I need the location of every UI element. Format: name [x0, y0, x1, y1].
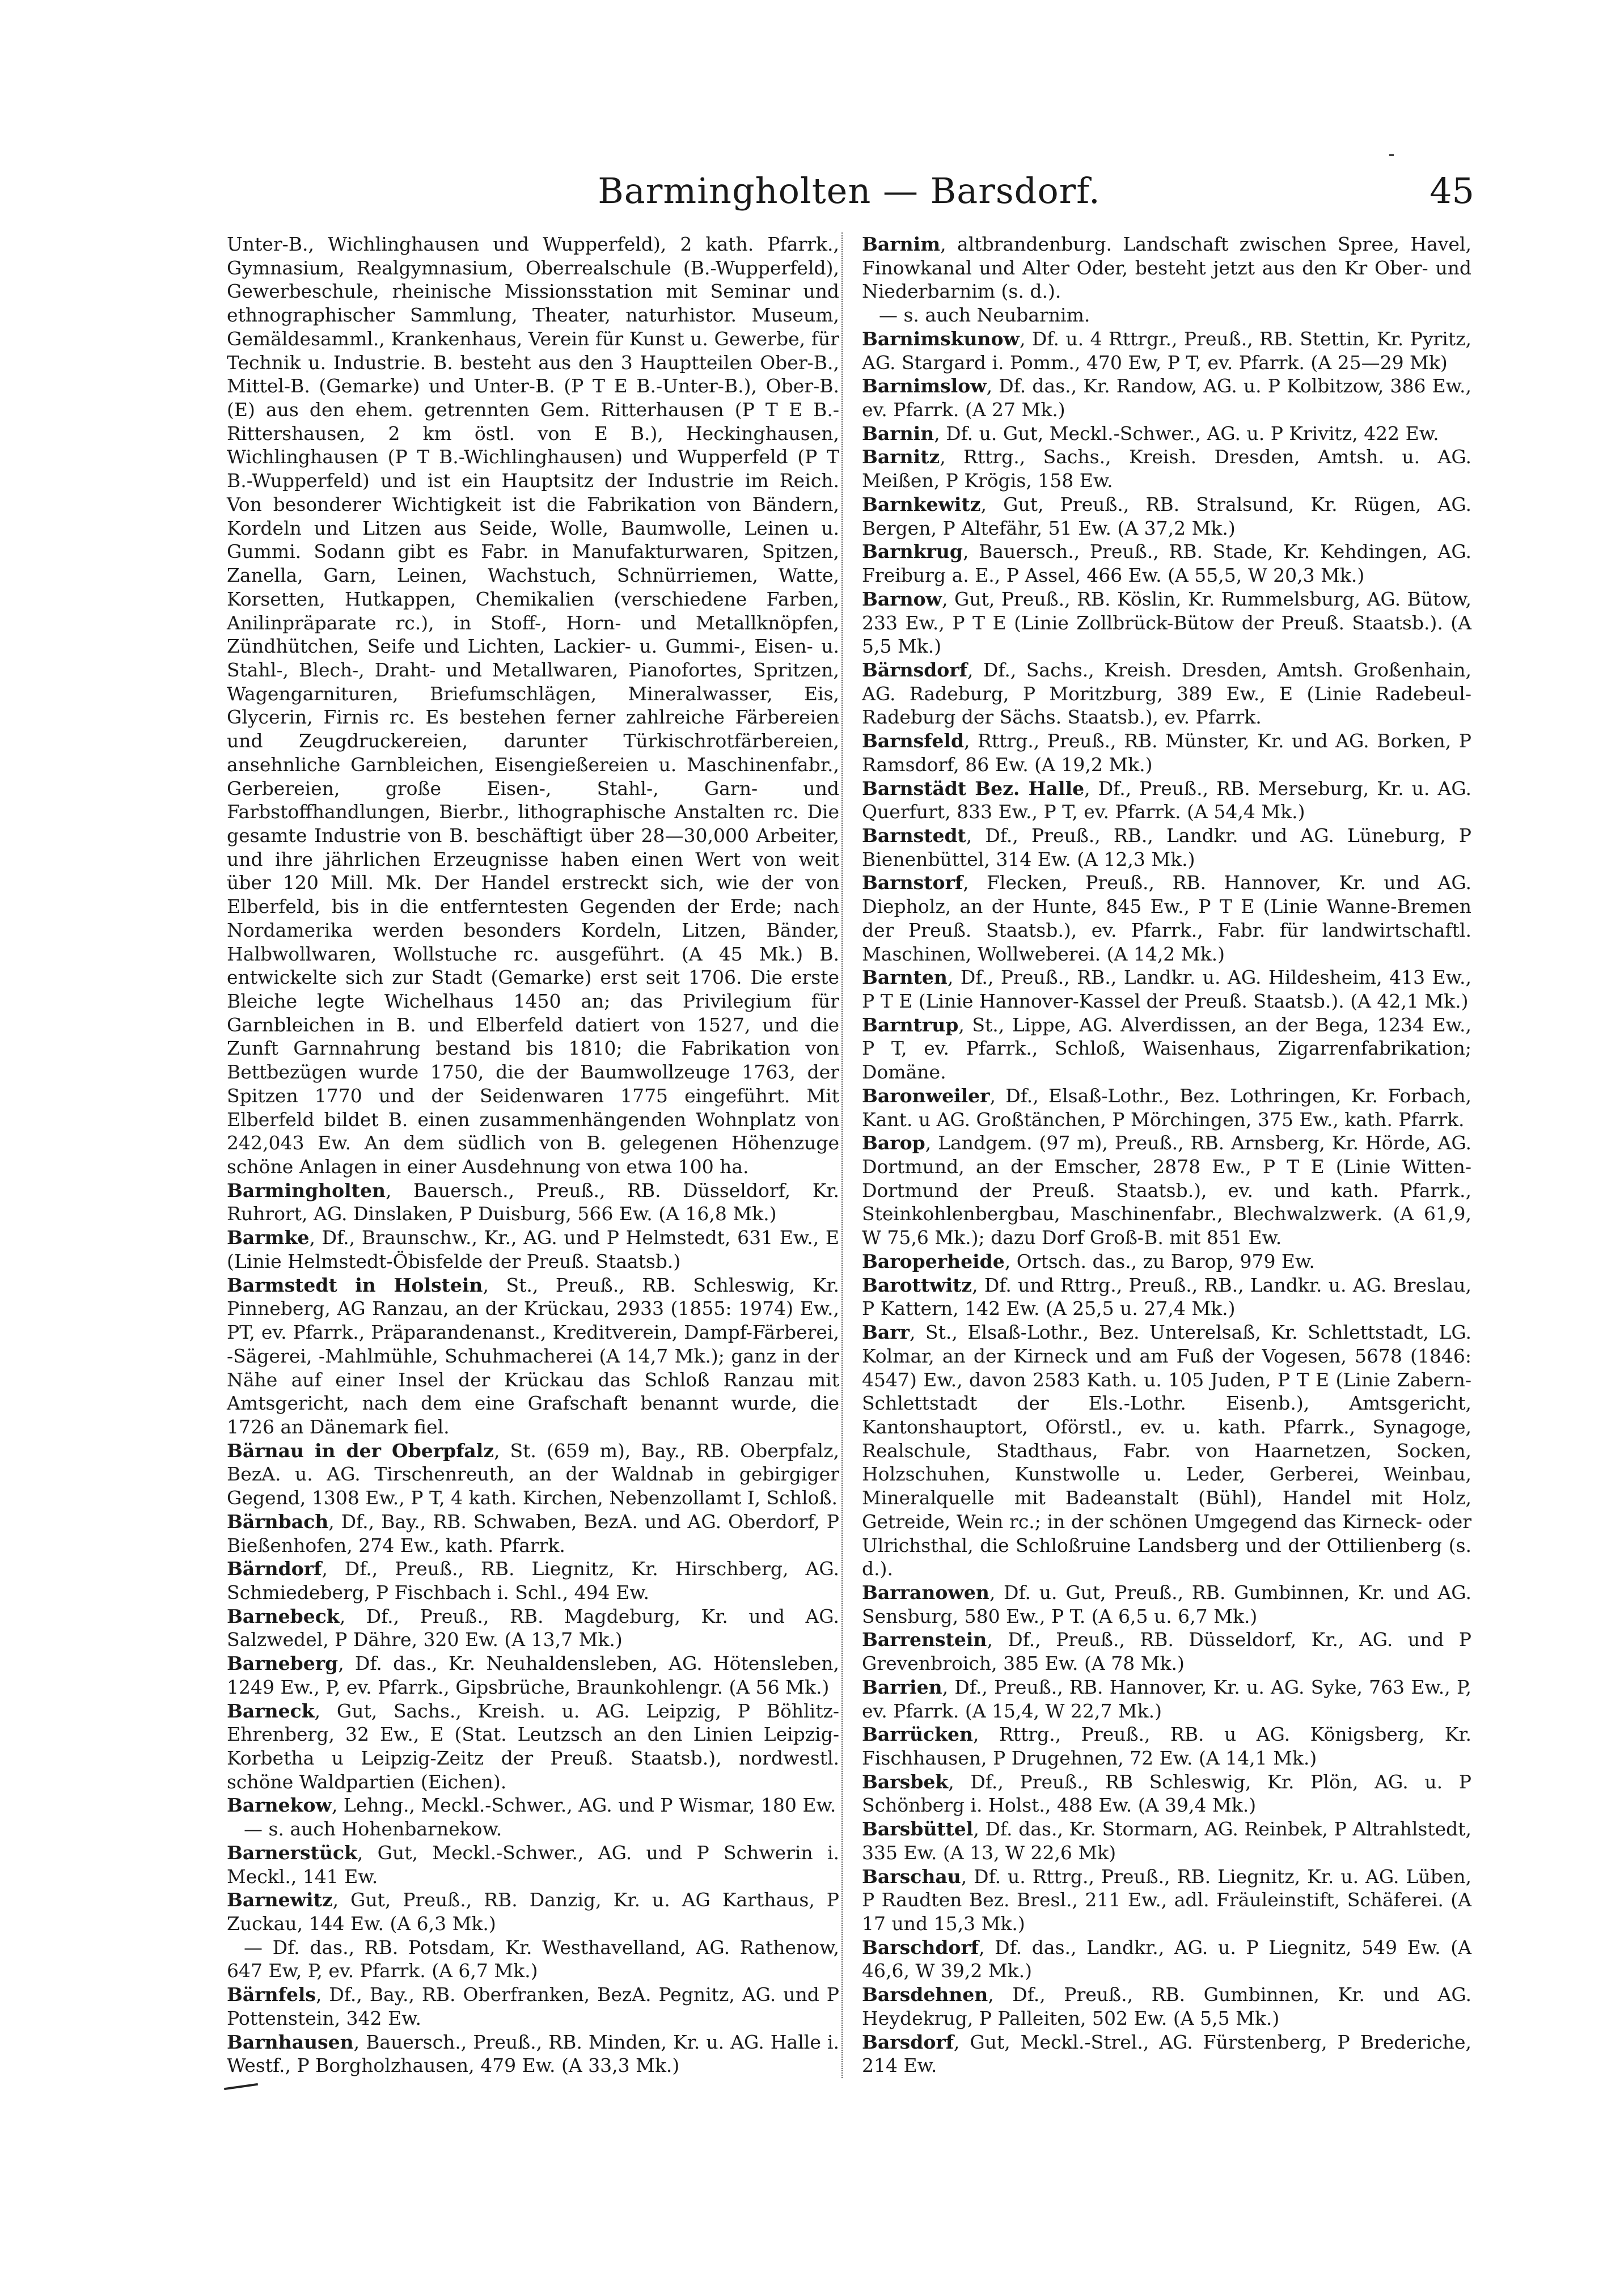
entry-text: , altbrandenburg. Landschaft zwischen Spree, Havel, Finowkanal und Alter Oder, besteht jetzt aus den Kr Ober- und Niederbarnim (s. d.). [862, 233, 1471, 303]
entry-text: , Ortsch. das., zu Barop, 979 Ew. [1004, 1250, 1315, 1272]
entry-headword: Barnstorf [862, 871, 963, 894]
entry-text: , Df. u. Gut, Meckl.-Schwer., AG. u. P Krivitz, 422 Ew. [934, 422, 1439, 445]
running-title: Barmingholten — Barsdorf. [598, 170, 1101, 211]
gazetteer-entry [862, 966, 1471, 1013]
entry-headword: Barnten [862, 966, 948, 989]
gazetteer-entry [227, 1557, 839, 1604]
gazetteer-entry [862, 374, 1471, 421]
entry-text: , Df., Preuß., RB. Gumbinnen, Kr. und AG. Heydekrug, P Palleiten, 502 Ew. (A 5,5 Mk.) [862, 1983, 1471, 2029]
entry-headword: Barneck [227, 1699, 315, 1722]
gazetteer-entry [862, 1865, 1471, 1936]
gazetteer-entry [862, 422, 1471, 446]
entry-headword: Bärnfels [227, 1983, 316, 2006]
entry-text: , Df., Preuß., RB., Landkr. u. AG. Hildesheim, 413 Ew., P T E (Linie Hannover-Kassel der Preuß. Staatsb.). (A 42,1 Mk.) [862, 966, 1471, 1012]
entry-headword: Barsdorf [862, 2030, 954, 2053]
entry-headword: Barnebeck [227, 1605, 340, 1627]
page-header [224, 170, 1474, 232]
gazetteer-entry [227, 2030, 839, 2078]
entry-headword: Bärnsdorf [862, 658, 967, 681]
gazetteer-entry [227, 1841, 839, 1888]
gazetteer-entry [227, 1699, 839, 1794]
entry-text: , Df., Bay., RB. Oberfranken, BezA. Pegnitz, AG. und P Pottenstein, 342 Ew. [227, 1983, 839, 2029]
entry-headword: Barrien [862, 1676, 942, 1698]
entry-text: , Df. das., Kr. Stormarn, AG. Reinbek, P Altrahlstedt, 335 Ew. (A 13, W 22,6 Mk) [862, 1818, 1471, 1864]
entry-text: , Bauersch., Preuß., RB. Stade, Kr. Kehdingen, AG. Freiburg a. E., P Assel, 466 Ew. (A 55,5, W 20,3 Mk.) [862, 540, 1471, 587]
entry-text: Unter-B., Wichlinghausen und Wupperfeld), 2 kath. Pfarrk., Gymnasium, Realgymnasium, Oberrealschule (B.-Wupperfeld), Gewerbeschule, rheinische Missionsstation mit Seminar und ethnographischer Sammlung, Theater, naturhistor. Museum, Gemäldesamml., Krankenhaus, Verein für Kunst u. Gewerbe, für Technik u. Industrie. B. besteht aus den 3 Hauptteilen Ober-B., Mittel-B. (Gemarke) und Unter-B. (P T E B.-Unter-B.), Ober-B. (E) aus den ehem. getrennten Gem. Ritterhausen (P T E B.-Rittershausen, 2 km östl. von E B.), Heckinghausen, Wichlinghausen (P T B.-Wichlinghausen) und Wupperfeld (P T B.-Wupperfeld) und ist ein Hauptsitz der Industrie im Reich. Von besonderer Wichtigkeit ist die Fabrikation von Bändern, Kordeln und Litzen aus Seide, Wolle, Baumwolle, Leinen u. Gummi. Sodann gibt es Fabr. in Manufakturwaren, Spitzen, Zanella, Garn, Leinen, Wachstuch, Schnürriemen, Watte, Korsetten, Hutkappen, Chemikalien (verschiedene Farben, Anilinpräparate rc.), in Stoff-, Horn- und Metallknöpfen, Zündhütchen, Seife und Lichten, Lackier- u. Gummi-, Eisen- u. Stahl-, Blech-, Draht- und Metallwaren, Pianofortes, Spritzen, Wagengarnituren, Briefumschlägen, Mineralwasser, Eis, Glycerin, Firnis rc. Es bestehen ferner zahlreiche Färbereien und Zeugdruckereien, darunter Türkischrotfärbereien, ansehnliche Garnbleichen, Eisengießereien u. Maschinenfabr., Gerbereien, große Eisen-, Stahl-, Garn- und Farbstoffhandlungen, Bierbr., lithographische Anstalten rc. Die gesamte Industrie von B. beschäftigt über 28—30,000 Arbeiter, und ihre jährlichen Erzeugnisse haben einen Wert von weit über 120 Mill. Mk. Der Handel erstreckt sich, wie der von Elberfeld, bis in die entferntesten Gegenden der Erde; nach Nordamerika werden besonders Kordeln, Litzen, Bänder, Halbwollwaren, Wollstuche rc. ausgeführt. (A 45 Mk.) B. entwickelte sich zur Stadt (Gemarke) erst seit 1706. Die erste Bleiche legte Wichelhaus 1450 an; das Privilegium für Garnbleichen in B. und Elberfeld datiert von 1527, und die Zunft Garnnahrung bestand bis 1810; die Fabrikation von Bettbezügen wurde 1750, die der Baumwollzeuge 1763, der Spitzen 1770 und der Seidenwaren 1775 eingeführt. Mit Elberfeld bildet B. einen zusammenhängenden Wohnplatz von 242,043 Ew. An dem südlich von B. gelegenen Höhenzuge schöne Anlagen in einer Ausdehnung von etwa 100 ha. [227, 233, 839, 1178]
entry-text: , Df., Preuß., RB., Landkr. und AG. Lüneburg, P Bienenbüttel, 314 Ew. (A 12,3 Mk.) [862, 824, 1471, 870]
entry-headword: Baronweiler [862, 1084, 990, 1107]
entry-text: , Rttrg., Preuß., RB. u AG. Königsberg, Kr. Fischhausen, P Drugehnen, 72 Ew. (A 14,1 Mk.) [862, 1723, 1471, 1769]
gazetteer-entry [227, 1793, 839, 1817]
entry-headword: Barop [862, 1132, 925, 1154]
gazetteer-entry [862, 1628, 1471, 1675]
entry-text: , Gut, Preuß., RB. Köslin, Kr. Rummelsburg, AG. Bütow, 233 Ew., P T E (Linie Zollbrück-Bütow der Preuß. Staatsb.). (A 5,5 Mk.) [862, 587, 1471, 658]
entry-text: , Lehng., Meckl.-Schwer., AG. und P Wismar, 180 Ew. [331, 1794, 836, 1817]
entry-headword: Barnow [862, 587, 942, 610]
entry-headword: Barntrup [862, 1013, 959, 1036]
entry-text: , Df., Preuß., RB. Magdeburg, Kr. und AG. Salzwedel, P Dähre, 320 Ew. (A 13,7 Mk.) [227, 1605, 839, 1651]
gazetteer-entry [862, 729, 1471, 776]
entry-text: , Bauersch., Preuß., RB. Minden, Kr. u. AG. Halle i. Westf., P Borgholzhausen, 479 Ew. (A 33,3 Mk.) [227, 2030, 839, 2077]
margin-mark [224, 2083, 258, 2090]
gazetteer-entry [227, 1983, 839, 2030]
gazetteer-entry [862, 1817, 1471, 1864]
gazetteer-entry [862, 1321, 1471, 1581]
entry-text: , Df., Elsaß-Lothr., Bez. Lothringen, Kr. Forbach, Kant. u AG. Großtänchen, P Mörchingen, 375 Ew., kath. Pfarrk. [862, 1084, 1471, 1131]
entry-text: , Df., Preuß., RB. Düsseldorf, Kr., AG. und P Grevenbroich, 385 Ew. (A 78 Mk.) [862, 1628, 1471, 1675]
entry-headword: Barnewitz [227, 1889, 333, 1911]
entry-text: , Df. und Rttrg., Preuß., RB., Landkr. u. AG. Breslau, P Kattern, 142 Ew. (A 25,5 u. 27,4 Mk.) [862, 1274, 1471, 1320]
entry-text: , Gut, Meckl.-Strel., AG. Fürstenberg, P Brederiche, 214 Ew. [862, 2030, 1471, 2077]
gazetteer-entry [227, 1179, 839, 1226]
entry-text: , Bauersch., Preuß., RB. Düsseldorf, Kr. Ruhrort, AG. Dinslaken, P Duisburg, 566 Ew. (A 16,8 Mk.) [227, 1179, 839, 1225]
entry-text: , Df. das., Kr. Randow, AG. u. P Kolbitzow, 386 Ew., ev. Pfarrk. (A 27 Mk.) [862, 375, 1471, 421]
entry-headword: Barnstädt Bez. Halle [862, 777, 1085, 799]
gazetteer-entry [862, 824, 1471, 871]
gazetteer-entry [862, 658, 1471, 729]
entry-headword: Barneberg [227, 1652, 339, 1675]
entry-text: , Gut, Sachs., Kreish. u. AG. Leipzig, P Böhlitz-Ehrenberg, 32 Ew., E (Stat. Leutzsch an den Linien Leipzig-Korbetha u Leipzig-Zeitz der Preuß. Staatsb.), nordwestl. schöne Waldpartien (Eichen). [227, 1699, 839, 1793]
entry-text: , Rttrg., Sachs., Kreish. Dresden, Amtsh. u. AG. Meißen, P Krögis, 158 Ew. [862, 446, 1471, 492]
entry-text: , Landgem. (97 m), Preuß., RB. Arnsberg, Kr. Hörde, AG. Dortmund, an der Emscher, 2878 Ew., P T E (Linie Witten-Dortmund der Preuß. Staatsb.), ev. und kath. Pfarrk., Steinkohlenbergbau, Maschinenfabr., Blechwalzwerk. (A 61,9, W 75,6 Mk.); dazu Dorf Groß-B. mit 851 Ew. [862, 1132, 1471, 1249]
entry-headword: Barrücken [862, 1723, 973, 1746]
entry-text: , Df. das., Landkr., AG. u. P Liegnitz, 549 Ew. (A 46,6, W 39,2 Mk.) [862, 1936, 1471, 1982]
entry-text: , Df. u. Gut, Preuß., RB. Gumbinnen, Kr. und AG. Sensburg, 580 Ew., P T. (A 6,5 u. 6,7 Mk.) [862, 1581, 1471, 1627]
entry-headword: Barnstedt [862, 824, 966, 847]
gazetteer-entry [862, 1131, 1471, 1250]
entry-text: , St., Preuß., RB. Schleswig, Kr. Pinneberg, AG Ranzau, an der Krückau, 2933 (1855: 1974) Ew., PT, ev. Pfarrk., Präparandenanst., Kreditverein, Dampf-Färberei, -Sägerei, -Mahlmühle, Schuhmacherei (A 14,7 Mk.); ganz in der Nähe auf einer Insel der Krückau das Schloß Ranzau mit Amtsgericht, nach dem eine Grafschaft benannt wurde, die 1726 an Dänemark fiel. [227, 1274, 839, 1438]
entry-text: , Df., Preuß., RB. Liegnitz, Kr. Hirschberg, AG. Schmiedeberg, P Fischbach i. Schl., 494 Ew. [227, 1558, 839, 1604]
gazetteer-entry [862, 232, 1471, 303]
entry-text: , Df. u. 4 Rttrgr., Preuß., RB. Stettin, Kr. Pyritz, AG. Stargard i. Pomm., 470 Ew, P T, ev. Pfarrk. (A 25—29 Mk) [862, 327, 1471, 374]
entry-headword: Barnin [862, 422, 934, 445]
gazetteer-entry [862, 777, 1471, 824]
right-column [862, 232, 1471, 2078]
gazetteer-entry [862, 587, 1471, 658]
left-column [227, 232, 839, 2078]
gazetteer-entry [862, 540, 1471, 587]
entry-text: , Df., Bay., RB. Schwaben, BezA. und AG. Oberdorf, P Bießenhofen, 274 Ew., kath. Pfarrk. [227, 1510, 839, 1556]
entry-headword: Bärnbach [227, 1510, 329, 1533]
gazetteer-entry [862, 871, 1471, 966]
gazetteer-entry [862, 1676, 1471, 1723]
entry-headword: Barnitz [862, 446, 940, 468]
entry-headword: Barnkrug [862, 540, 963, 563]
entry-headword: Barschau [862, 1865, 961, 1888]
gazetteer-entry [227, 232, 839, 1179]
entry-text: , Df., Sachs., Kreish. Dresden, Amtsh. Großenhain, AG. Radeburg, P Moritzburg, 389 Ew., E (Linie Radebeul-Radeburg der Sächs. Staatsb.), ev. Pfarrk. [862, 658, 1471, 729]
entry-text: , St. (659 m), Bay., RB. Oberpfalz, BezA. u. AG. Tirschenreuth, an der Waldnab in gebirgiger Gegend, 1308 Ew., P T, 4 kath. Kirchen, Nebenzollamt I, Schloß. [227, 1439, 839, 1509]
entry-headword: Barsbüttel [862, 1818, 974, 1841]
entry-text: , Df., Preuß., RB Schleswig, Kr. Plön, AG. u. P Schönberg i. Holst., 488 Ew. (A 39,4 Mk.) [862, 1770, 1471, 1817]
gazetteer-entry [862, 303, 1471, 327]
entry-text: , St., Lippe, AG. Alverdissen, an der Bega, 1234 Ew., P T, ev. Pfarrk., Schloß, Waisenhaus, Zigarrenfabrikation; Domäne. [862, 1013, 1471, 1084]
entry-headword: Barnerstück [227, 1841, 357, 1864]
gazetteer-entry [227, 1439, 839, 1510]
entry-headword: Barottwitz [862, 1274, 972, 1296]
entry-text: , Gut, Preuß., RB. Danzig, Kr. u. AG Karthaus, P Zuckau, 144 Ew. (A 6,3 Mk.) [227, 1889, 839, 1935]
entry-headword: Barr [862, 1321, 910, 1344]
gazetteer-entry [227, 1652, 839, 1699]
gazetteer-entry [227, 1888, 839, 1935]
gazetteer-entry [862, 1770, 1471, 1817]
gazetteer-entry [227, 1226, 839, 1273]
entry-text: , Df., Preuß., RB. Merseburg, Kr. u. AG. Querfurt, 833 Ew., P T, ev. Pfarrk. (A 54,4 Mk.) [862, 777, 1471, 823]
entry-text: , Gut, Meckl.-Schwer., AG. und P Schwerin i. Meckl., 141 Ew. [227, 1841, 839, 1888]
gazetteer-entry [862, 493, 1471, 540]
entry-headword: Barmstedt in Holstein [227, 1274, 483, 1296]
entry-text: — s. auch Hohenbarnekow. [244, 1818, 502, 1841]
entry-headword: Barsdehnen [862, 1983, 988, 2006]
gazetteer-entry [862, 1936, 1471, 1983]
gazetteer-entry [862, 327, 1471, 374]
entry-headword: Barschdorf [862, 1936, 979, 1958]
entry-headword: Barnimskunow [862, 327, 1020, 350]
entry-headword: Barranowen [862, 1581, 989, 1604]
gazetteer-entry [862, 1084, 1471, 1131]
entry-text: — s. auch Neubarnim. [879, 304, 1090, 327]
entry-headword: Barsbek [862, 1770, 949, 1793]
entry-headword: Barmingholten [227, 1179, 386, 1202]
entry-text: , Gut, Preuß., RB. Stralsund, Kr. Rügen, AG. Bergen, P Altefähr, 51 Ew. (A 37,2 Mk.) [862, 493, 1471, 539]
entry-headword: Baroperheide [862, 1250, 1005, 1272]
entry-headword: Barnhausen [227, 2030, 354, 2053]
entry-text: , St., Elsaß-Lothr., Bez. Unterelsaß, Kr. Schlettstadt, LG. Kolmar, an der Kirneck und am Fuß der Vogesen, 5678 (1846: 4547) Ew., davon 2583 Kath. u. 105 Juden, P T E (Linie Zabern-Schlettstadt der Els.-Lothr. Eisenb.), Amtsgericht, Kantonshauptort, Oförstl., ev. u. kath. Pfarrk., Synagoge, Realschule, Stadthaus, Fabr. von Haarnetzen, Socken, Holzschuhen, Kunstwolle u. Leder, Gerberei, Weinbau, Mineralquelle mit Badeanstalt (Bühl), Handel mit Holz, Getreide, Wein rc.; in der schönen Umgegend das Kirneck- oder Ulrichsthal, die Schloßruine Landsberg und der Ottilienberg (s. d.). [862, 1321, 1471, 1580]
entry-text: , Df. u. Rttrg., Preuß., RB. Liegnitz, Kr. u. AG. Lüben, P Raudten Bez. Bresl., 211 Ew., adl. Fräuleinstift, Schäferei. (A 17 und 15,3 Mk.) [862, 1865, 1471, 1935]
gazetteer-entry [862, 1013, 1471, 1084]
entry-text: — Df. das., RB. Potsdam, Kr. Westhavelland, AG. Rathenow, 647 Ew, P, ev. Pfarrk. (A 6,7 Mk.) [227, 1936, 839, 1982]
entry-headword: Barnim [862, 233, 941, 255]
entry-text: , Rttrg., Preuß., RB. Münster, Kr. und AG. Borken, P Ramsdorf, 86 Ew. (A 19,2 Mk.) [862, 730, 1471, 776]
gazetteer-entry [227, 1936, 839, 1983]
page-number: 45 [1430, 170, 1474, 211]
entry-headword: Barnkewitz [862, 493, 981, 515]
entry-text: , Df., Preuß., RB. Hannover, Kr. u. AG. Syke, 763 Ew., P, ev. Pfarrk. (A 15,4, W 22,7 Mk.) [862, 1676, 1471, 1722]
entry-text: , Flecken, Preuß., RB. Hannover, Kr. und AG. Diepholz, an der Hunte, 845 Ew., P T E (Linie Wanne-Bremen der Preuß. Staatsb.), ev. Pfarrk., Fabr. für landwirtschaftl. Maschinen, Wollweberei. (A 14,2 Mk.) [862, 871, 1471, 965]
gazetteer-entry [227, 1510, 839, 1557]
column-divider [841, 232, 843, 2078]
gazetteer-entry [862, 1581, 1471, 1628]
entry-headword: Bärndorf [227, 1558, 322, 1580]
gazetteer-entry [227, 1817, 839, 1841]
gazetteer-entry [227, 1274, 839, 1439]
entry-headword: Barnimslow [862, 375, 987, 397]
entry-text: , Df. das., Kr. Neuhaldensleben, AG. Hötensleben, 1249 Ew., P, ev. Pfarrk., Gipsbrüche, Braunkohlengr. (A 56 Mk.) [227, 1652, 839, 1698]
entry-headword: Barnsfeld [862, 730, 965, 752]
print-mark [1389, 154, 1394, 156]
gazetteer-entry [227, 1605, 839, 1652]
gazetteer-entry [862, 1983, 1471, 2030]
entry-headword: Barnekow [227, 1794, 332, 1817]
entry-text: , Df., Braunschw., Kr., AG. und P Helmstedt, 631 Ew., E (Linie Helmstedt-Öbisfelde der Preuß. Staatsb.) [227, 1226, 839, 1272]
gazetteer-entry [862, 1723, 1471, 1770]
entry-headword: Barrenstein [862, 1628, 987, 1651]
entry-headword: Bärnau in der Oberpfalz [227, 1439, 494, 1462]
gazetteer-entry [862, 2030, 1471, 2078]
entry-headword: Barmke [227, 1226, 310, 1249]
gazetteer-entry [862, 1250, 1471, 1274]
gazetteer-entry [862, 445, 1471, 492]
gazetteer-entry [862, 1274, 1471, 1321]
